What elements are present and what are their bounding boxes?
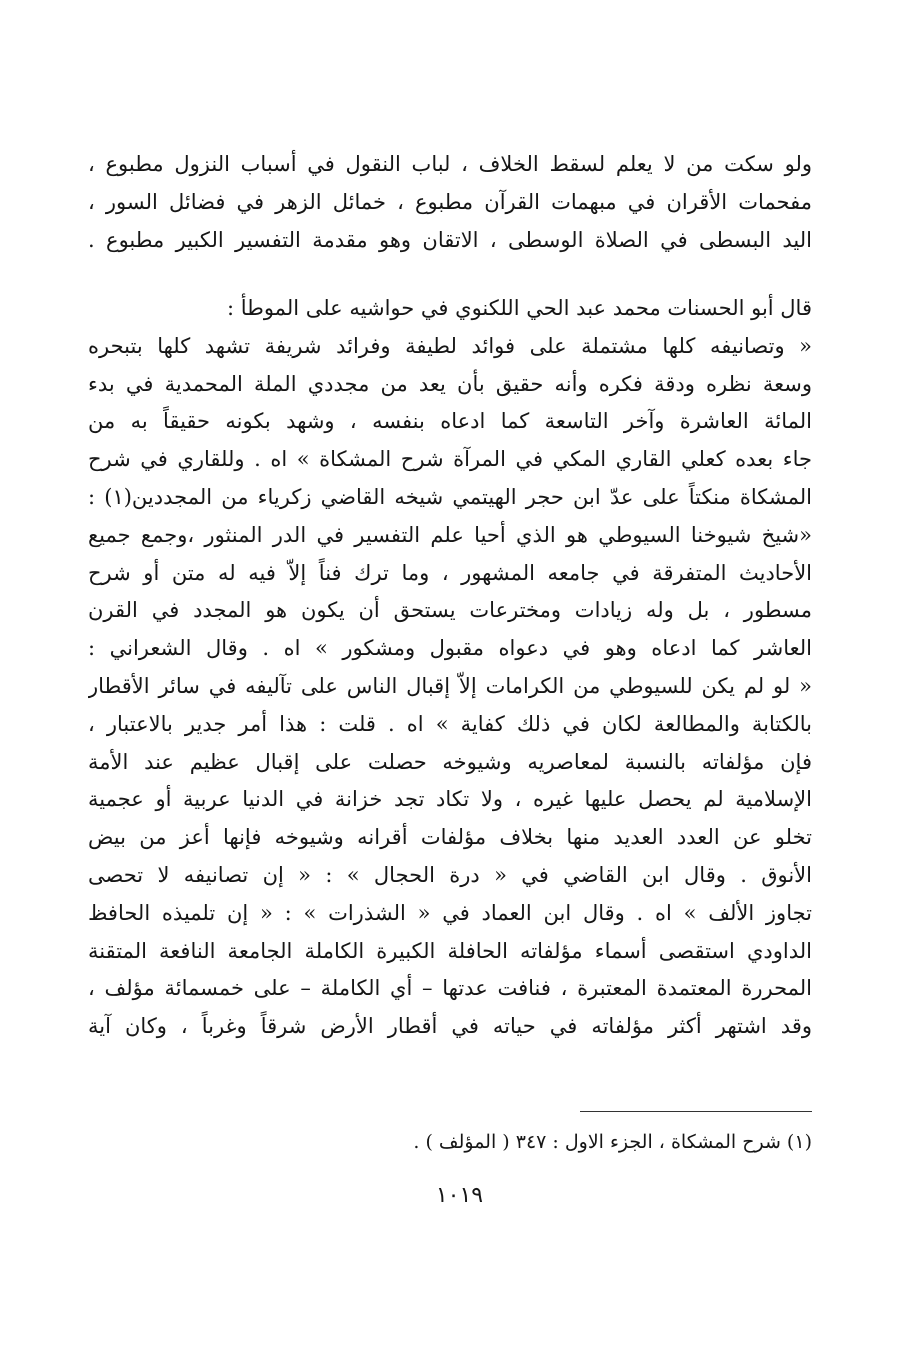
footnote-divider bbox=[580, 1111, 812, 1112]
text-line: المائة العاشرة وآخر التاسعة كما ادعاه بنفسه ، وشهد بكونه حقيقاً به من bbox=[88, 409, 812, 434]
text-line: جاء بعده كعلي القاري المكي في المرآة شرح المشكاة » اه . وللقاري في شرح bbox=[88, 447, 812, 472]
text-line: العاشر كما ادعاه وهو في دعواه مقبول ومشكور » اه . وقال الشعراني : bbox=[88, 636, 812, 661]
text-line: تخلو عن العدد العديد منها بخلاف مؤلفات أقرانه وشيوخه فإنها أعز من بيض bbox=[88, 825, 812, 850]
text-line: مفحمات الأقران في مبهمات القرآن مطبوع ، خمائل الزهر في فضائل السور ، bbox=[88, 189, 812, 214]
text-line: الداودي استقصى أسماء مؤلفاته الحافلة الكبيرة الكاملة الجامعة النافعة المتقنة bbox=[88, 938, 812, 963]
text-line: اليد البسطى في الصلاة الوسطى ، الاتقان وهو مقدمة التفسير الكبير مطبوع . bbox=[88, 227, 812, 252]
text-line: « لو لم يكن للسيوطي من الكرامات إلاّ إقبال الناس على تآليفه في سائر الأقطار bbox=[88, 674, 812, 698]
text-line: مسطور ، بل وله زيادات ومخترعات يستحق أن يكون هو المجدد في القرن bbox=[88, 598, 812, 623]
text-line: بالكتابة والمطالعة لكان في ذلك كفاية » اه . قلت : هذا أمر جدير بالاعتبار ، bbox=[88, 711, 812, 736]
text-line: المحررة المعتمدة المعتبرة ، فنافت عدتها – أي الكاملة – على خمسمائة مؤلف ، bbox=[88, 976, 812, 1001]
text-line: المشكاة منكتاً على عدّ ابن حجر الهيتمي شيخه القاضي زكرياء من المجددين(١) : bbox=[88, 485, 812, 509]
footnote: (١) شرح المشكاة ، الجزء الاول : ٣٤٧ ( المؤلف ) . bbox=[413, 1131, 812, 1153]
text-line: وقد اشتهر أكثر مؤلفاته في حياته في أقطار الأرض شرقاً وغرباً ، وكان آية bbox=[88, 1014, 812, 1039]
text-line: وسعة نظره ودقة فكره وأنه حقيق بأن يعد من مجددي الملة المحمدية في بدء bbox=[88, 371, 812, 396]
text-line: تجاوز الألف » اه . وقال ابن العماد في « الشذرات » : « إن تلميذه الحافظ bbox=[88, 900, 812, 925]
text-line: قال أبو الحسنات محمد عبد الحي اللكنوي في حواشيه على الموطأ : bbox=[226, 296, 812, 320]
page-number: ١٠١٩ bbox=[435, 1183, 484, 1208]
text-line: « وتصانيفه كلها مشتملة على فوائد لطيفة وفرائد شريفة تشهد كلها بتبحره bbox=[88, 333, 812, 358]
text-line: الإسلامية لم يحصل عليها غيره ، ولا تكاد تجد خزانة في الدنيا عربية أو عجمية bbox=[88, 787, 812, 812]
text-line: فإن مؤلفاته بالنسبة لمعاصريه وشيوخه حصلت على إقبال عظيم عند الأمة bbox=[88, 749, 812, 774]
text-line: الأنوق . وقال ابن القاضي في « درة الحجال » : « إن تصانيفه لا تحصى bbox=[88, 863, 812, 887]
text-line: الأحاديث المتفرقة في جامعه المشهور ، وما ترك فناً إلاّ فيه له متن أو شرح bbox=[88, 560, 812, 585]
text-line: ولو سكت من لا يعلم لسقط الخلاف ، لباب النقول في أسباب النزول مطبوع ، bbox=[88, 152, 812, 176]
text-line: «شيخ شيوخنا السيوطي هو الذي أحيا علم التفسير في الدر المنثور ،وجمع جميع bbox=[88, 522, 812, 547]
